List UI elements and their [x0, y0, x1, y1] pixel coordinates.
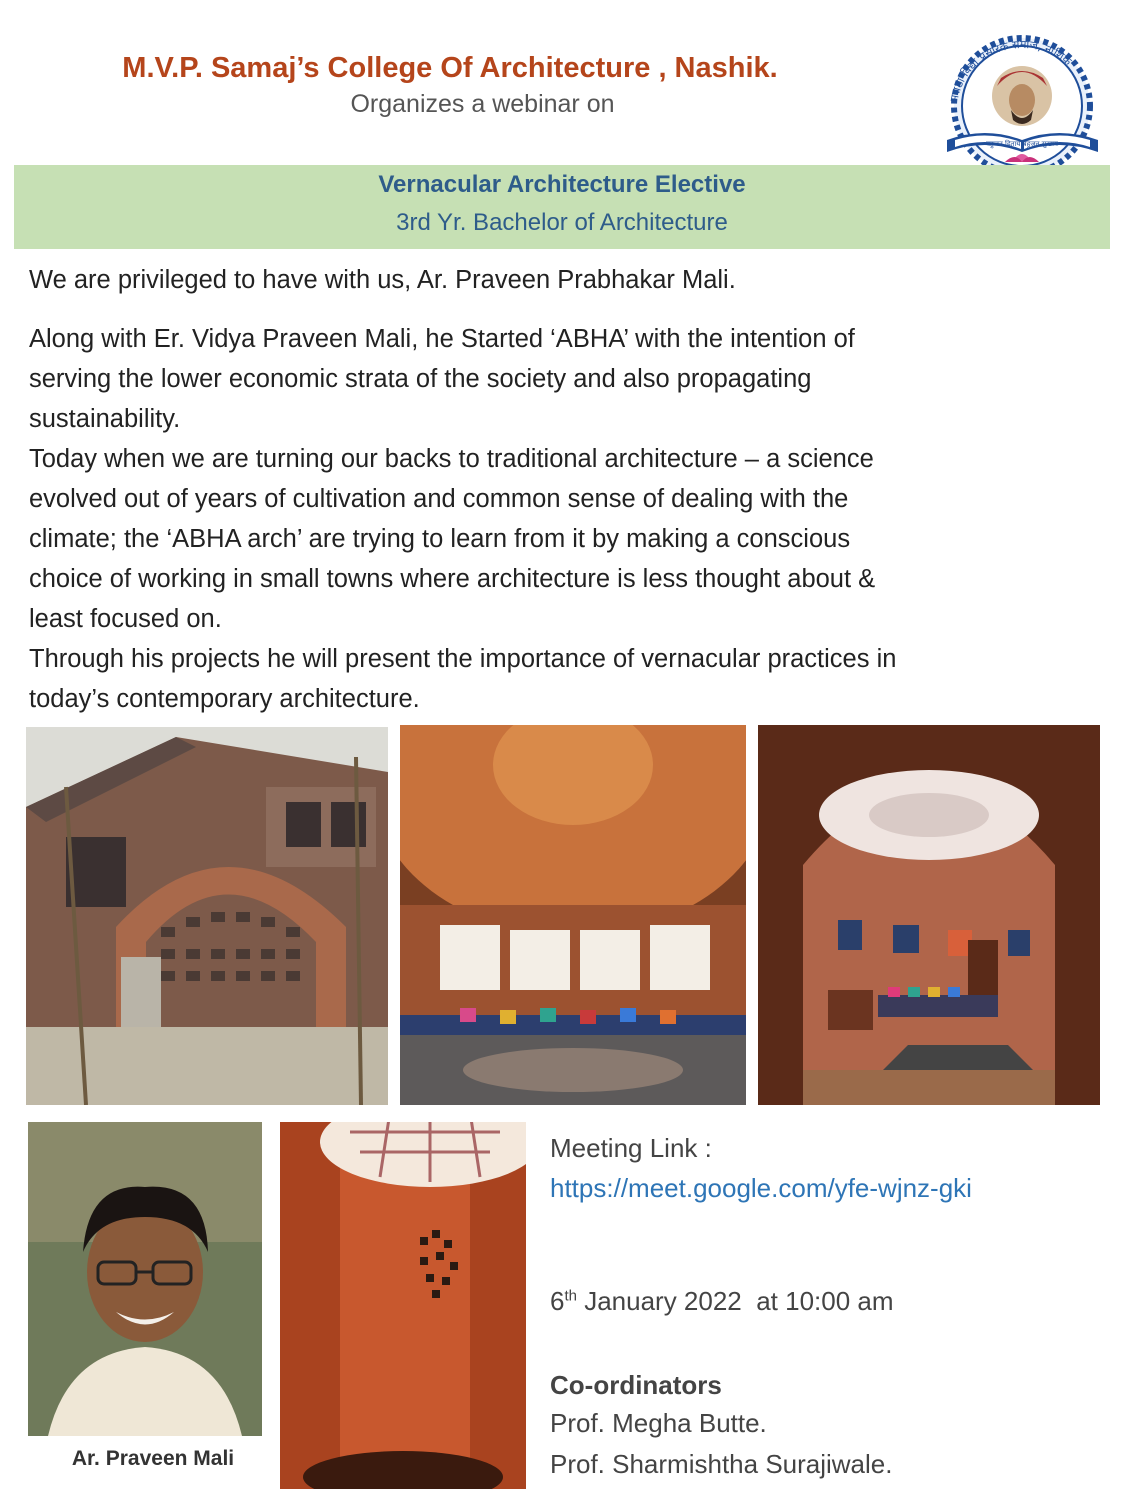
- description-line: Along with Er. Vidya Praveen Mali, he Started ‘ABHA’ with the intention of: [29, 325, 855, 353]
- description-line: choice of working in small towns where architecture is less thought about &: [29, 565, 876, 593]
- speaker-portrait-photo: [28, 1122, 262, 1436]
- description: [29, 319, 1099, 719]
- description-line: least focused on.: [29, 605, 222, 633]
- meeting-link-url[interactable]: https://meet.google.com/yfe-wjnz-gki: [550, 1173, 972, 1203]
- description-line: sustainability.: [29, 405, 181, 433]
- speaker-caption: Ar. Praveen Mali: [71, 1447, 235, 1470]
- meeting-link-label: Meeting Link :: [550, 1133, 712, 1163]
- description-line: Today when we are turning our backs to traditional architecture – a science: [29, 445, 874, 473]
- organizes-text: Organizes a webinar on: [350, 90, 615, 118]
- description-line: evolved out of years of cultivation and common sense of dealing with the: [29, 485, 849, 513]
- date-day-suffix: th: [564, 1287, 577, 1305]
- brick-dome-interior-photo: [400, 725, 746, 1105]
- intro-text: We are privileged to have with us, Ar. Praveen Prabhakar Mali.: [29, 266, 736, 294]
- description-line: Through his projects he will present the importance of vernacular practices in: [29, 645, 897, 673]
- brick-arch-construction-photo: [26, 727, 388, 1105]
- svg-text:बहुजन हिताय बहुजन सुखाय: बहुजन हिताय बहुजन सुखाय: [986, 140, 1058, 148]
- date-day: 6: [550, 1286, 565, 1316]
- description-line: climate; the ‘ABHA arch’ are trying to learn from it by making a conscious: [29, 525, 851, 553]
- description-line: today’s contemporary architecture.: [29, 685, 420, 713]
- course-year: 3rd Yr. Bachelor of Architecture: [396, 209, 728, 236]
- description-line: serving the lower economic strata of the society and also propagating: [29, 365, 812, 393]
- college-name: M.V.P. Samaj’s College Of Architecture , Nashik.: [122, 52, 778, 84]
- college-logo: [935, 28, 1110, 168]
- coordinator-name: Prof. Sharmishtha Surajiwale.: [550, 1449, 893, 1479]
- living-room-arch-photo: [758, 725, 1100, 1105]
- course-title: Vernacular Architecture Elective: [378, 171, 746, 198]
- date-rest: January 2022 at 10:00 am: [576, 1286, 894, 1316]
- coordinators-heading: Co-ordinators: [550, 1370, 722, 1400]
- webinar-date: [550, 1286, 894, 1317]
- coordinator-name: Prof. Megha Butte.: [550, 1408, 767, 1438]
- brick-cylinder-interior-photo: [280, 1122, 526, 1489]
- svg-text:मराठा विद्या प्रसारक समाज, नाश: मराठा विद्या प्रसारक समाज, नाशिक: [947, 37, 1075, 103]
